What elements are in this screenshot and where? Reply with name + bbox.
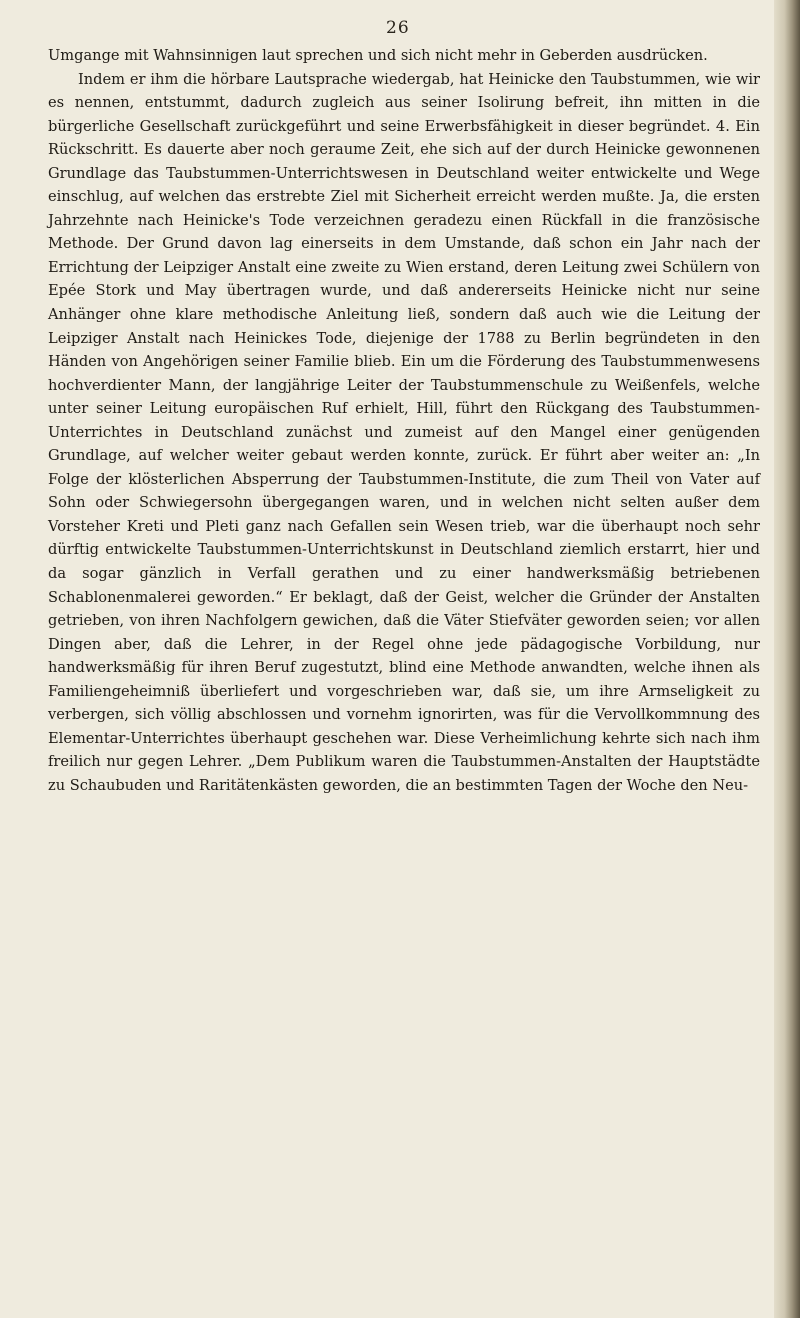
body-text [48, 44, 760, 798]
paragraph: Indem er ihm die hörbare Lautsprache wiedergab, hat Heinicke den Taubstummen, wie wir es nennen, entstummt, dadurch zugleich aus seiner Isolirung befreit, ihn mitten in die bürgerliche Gesellschaft zurückgeführt und seine Erwerbsfähigkeit in dieser begründet. 4. Ein Rückschritt. Es dauerte aber noch geraume Zeit, ehe sich auf der durch Heinicke gewonnenen Grundlage das Taubstummen-Unterrichtswesen in Deutschland weiter entwickelte und Wege einschlug, auf welchen das erstrebte Ziel mit Sicherheit erreicht werden mußte. Ja, die ersten Jahrzehnte nach Heinicke's Tode verzeichnen geradezu einen Rückfall in die französische Methode. Der Grund davon lag einerseits in dem Umstande, daß schon ein Jahr nach der Errichtung der Leipziger Anstalt eine zweite zu Wien erstand, deren Leitung zwei Schülern von Epée Stork und May übertragen wurde, und daß andererseits Heinicke nicht nur seine Anhänger ohne klare methodische Anleitung ließ, sondern daß auch wie die Leitung der Leipziger Anstalt nach Heinickes Tode, diejenige der 1788 zu Berlin begründeten in den Händen von Angehörigen seiner Familie blieb. Ein um die Förderung des Taubstummenwesens hochverdienter Mann, der langjährige Leiter der Taubstummenschule zu Weißenfels, welche unter seiner Leitung europäischen Ruf erhielt, Hill, führt den Rückgang des Taubstummen-Unterrichtes in Deutschland zunächst und zumeist auf den Mangel einer genügenden Grundlage, auf welcher weiter gebaut werden konnte, zurück. Er führt aber weiter an: „In Folge der klösterlichen Absperrung der Taubstummen-Institute, die zum Theil von Vater auf Sohn oder Schwiegersohn übergegangen waren, und in welchen nicht selten außer dem Vorsteher Kreti und Pleti ganz nach Gefallen sein Wesen trieb, war die überhaupt noch sehr dürftig entwickelte Taubstummen-Unterrichtskunst in Deutschland ziemlich erstarrt, hier und da sogar gänzlich in Verfall gerathen und zu einer handwerksmäßig betriebenen Schablonenmalerei geworden.“ Er beklagt, daß der Geist, welcher die Gründer der Anstalten getrieben, von ihren Nachfolgern gewichen, daß die Väter Stiefväter geworden seien; vor allen Dingen aber, daß die Lehrer, in der Regel ohne jede pädagogische Vorbildung, nur handwerksmäßig für ihren Beruf zugestutzt, blind eine Methode anwandten, welche ihnen als Familiengeheimniß überliefert und vorgeschrieben war, daß sie, um ihre Armseligkeit zu verbergen, sich völlig abschlossen und vornehm ignorirten, was für die Vervollkommnung des Elementar-Unterrichtes überhaupt geschehen war. Diese Verheimlichung kehrte sich nach ihm freilich nur gegen Lehrer. „Dem Publikum waren die Taubstummen-Anstalten der Hauptstädte zu Schaubuden und Raritätenkästen geworden, die an bestimmten Tagen der Woche den Neu- [48, 70, 760, 794]
paragraph: Umgange mit Wahnsinnigen laut sprechen und sich nicht mehr in Geberden ausdrücken. [48, 47, 708, 64]
page-number: 26 [386, 18, 410, 38]
page-edge-shadow [774, 0, 800, 1318]
